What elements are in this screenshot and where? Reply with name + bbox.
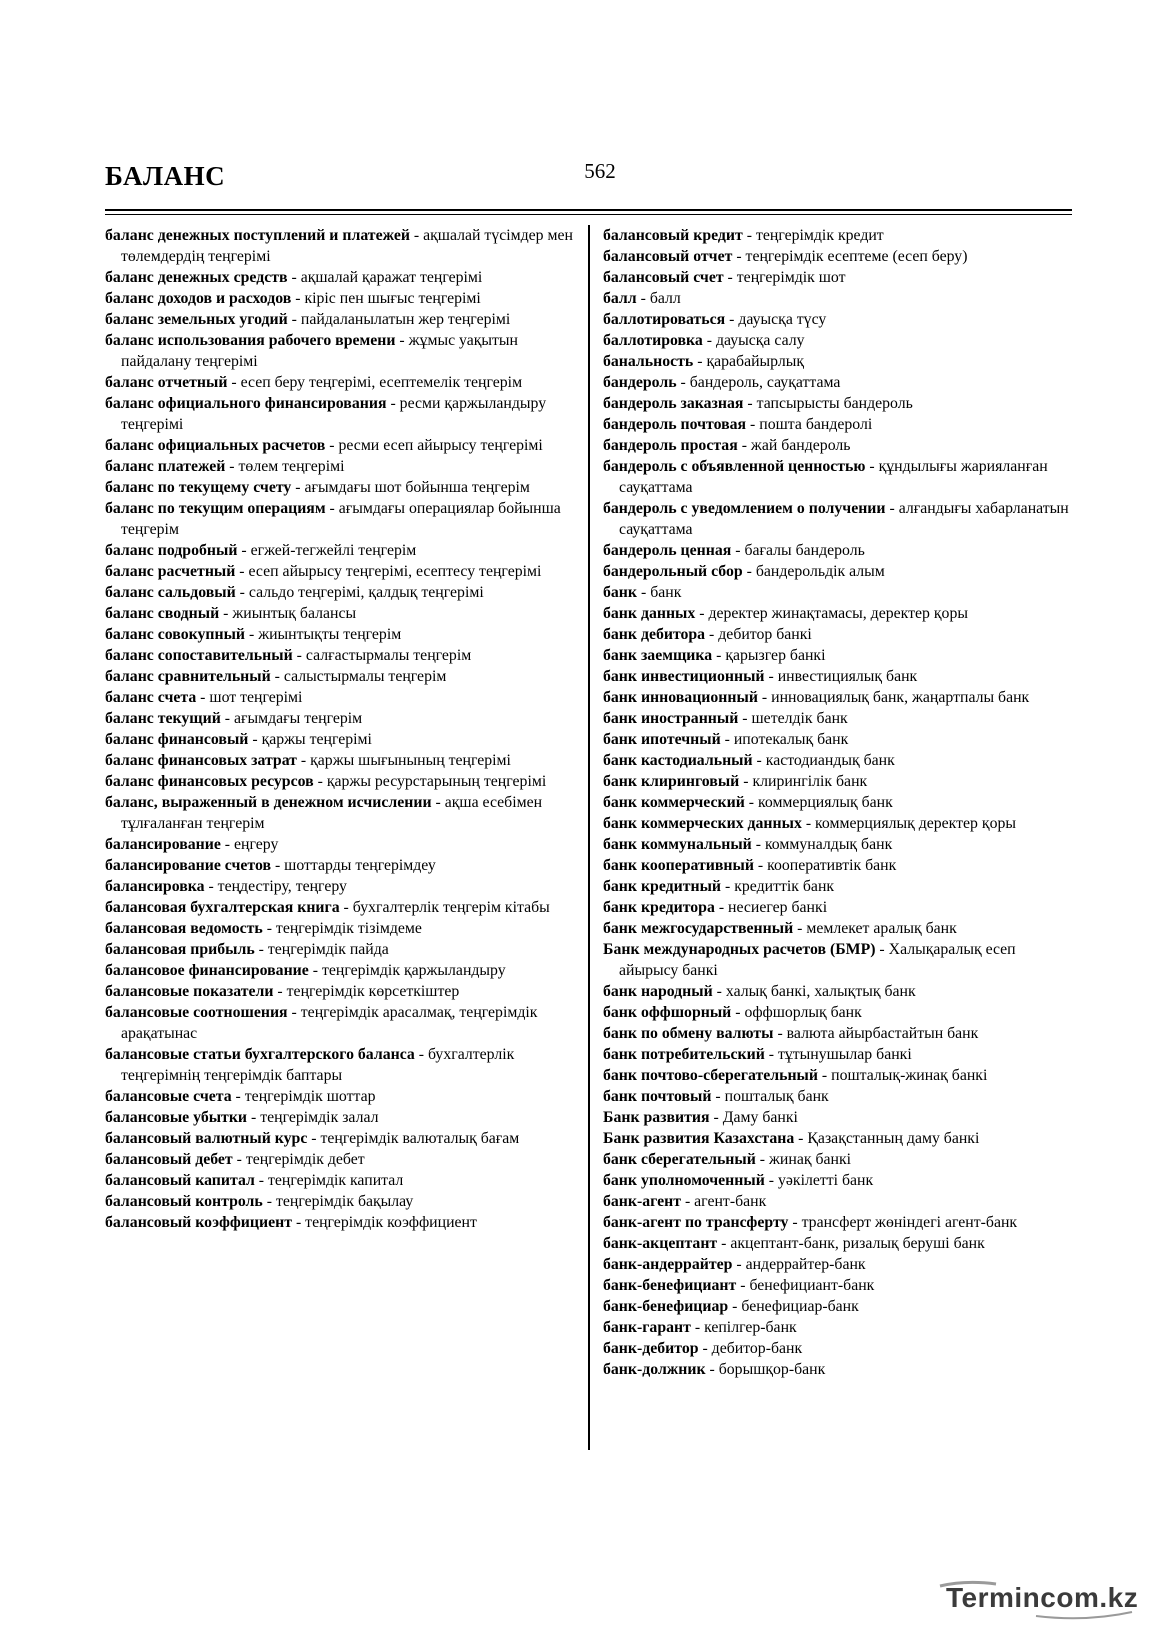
dictionary-entry: баланс использования рабочего времени - жұмыс уақытын пайдалану теңгерімі bbox=[105, 332, 519, 370]
dictionary-entry: банк инвестиционный - инвестициялық банк bbox=[603, 668, 918, 685]
entry-definition: теңгерімдік коэффициент bbox=[305, 1214, 477, 1231]
entry-term: балансовый капитал bbox=[105, 1172, 255, 1189]
entry-term: балансовый валютный курс bbox=[105, 1130, 308, 1147]
entry-definition: мемлекет аралық банк bbox=[806, 920, 957, 937]
entry-definition: ипотекалық банк bbox=[733, 731, 849, 748]
entry-definition: кредиттік банк bbox=[734, 878, 835, 895]
entry-term: баланс финансовых ресурсов bbox=[105, 773, 314, 790]
entry-definition: бенефициант-банк bbox=[749, 1277, 875, 1294]
dictionary-entry: банк по обмену валюты - валюта айырбастайтын банк bbox=[603, 1025, 979, 1042]
entry-definition: дебитор-банк bbox=[711, 1340, 803, 1357]
dictionary-entry: банк данных - деректер жинақтамасы, деректер қоры bbox=[603, 605, 968, 622]
entry-term: банк дебитора bbox=[603, 626, 706, 643]
entry-term: балансировка bbox=[105, 878, 205, 895]
entry-term: баланс по текущему счету bbox=[105, 479, 292, 496]
entry-term: балансовый кредит bbox=[603, 227, 743, 244]
entry-term: баланс текущий bbox=[105, 710, 221, 727]
dictionary-entry: балансировка - теңдестіру, теңгеру bbox=[105, 878, 347, 895]
entry-definition: теңгерімдік пайда bbox=[267, 941, 389, 958]
entry-definition: теңгерімдік бақылау bbox=[275, 1193, 414, 1210]
entry-term: баланс расчетный bbox=[105, 563, 236, 580]
entry-term: банк кредитный bbox=[603, 878, 722, 895]
page-number: 562 bbox=[584, 159, 616, 183]
dictionary-entry: банк-бенефициар - бенефициар-банк bbox=[603, 1298, 859, 1315]
dictionary-entry: баланс сравнительный - салыстырмалы теңгерім bbox=[105, 668, 447, 685]
entry-definition: халық банкі, халықтық банк bbox=[725, 983, 916, 1000]
entry-term: бандероль ценная bbox=[603, 542, 732, 559]
entry-term: баланс официального финансирования bbox=[105, 395, 387, 412]
entry-definition: бандерольдік алым bbox=[755, 563, 885, 580]
entry-term: баланс денежных поступлений и платежей bbox=[105, 227, 410, 244]
entry-term: банк-агент bbox=[603, 1193, 681, 1210]
entry-term: банк коммерческий bbox=[603, 794, 745, 811]
entry-term: балансовое финансирование bbox=[105, 962, 309, 979]
dictionary-entry: банк почтово-сберегательный - пошталық-жинақ банкі bbox=[603, 1067, 988, 1084]
entry-definition: несиегер банкі bbox=[728, 899, 828, 916]
entry-term: балансирование bbox=[105, 836, 221, 853]
dictionary-entry: баланс платежей - төлем теңгерімі bbox=[105, 458, 345, 475]
dictionary-entry: балансовый контроль - теңгерімдік бақылау bbox=[105, 1193, 414, 1210]
entry-definition: андеррайтер-банк bbox=[745, 1256, 866, 1273]
running-head-word: БАЛАНС bbox=[105, 161, 226, 191]
entry-term: банк кастодиальный bbox=[603, 752, 753, 769]
dictionary-entry: баланс расчетный - есеп айырысу теңгерімі, есептесу теңгерімі bbox=[105, 563, 542, 580]
entry-definition: Даму банкі bbox=[722, 1109, 798, 1126]
entry-definition: акцептант-банк, ризалық беруші банк bbox=[730, 1235, 985, 1252]
entry-definition: теңгерімдік есептеме (есеп беру) bbox=[745, 248, 968, 265]
entry-term: банк-бенефициар bbox=[603, 1298, 729, 1315]
dictionary-entry: банк - банк bbox=[603, 584, 682, 601]
entry-term: баланс сальдовый bbox=[105, 584, 236, 601]
dictionary-entry: баланс официального финансирования - ресми қаржыландыру теңгерімі bbox=[105, 395, 547, 433]
entry-term: бандероль с объявленной ценностью bbox=[603, 458, 866, 475]
entry-term: бандероль с уведомлением о получении bbox=[603, 500, 886, 517]
entry-term: баллотировка bbox=[603, 332, 703, 349]
entry-definition: теңгерімдік тізімдеме bbox=[275, 920, 422, 937]
dictionary-entry: банк сберегательный - жинақ банкі bbox=[603, 1151, 852, 1168]
dictionary-entry: балансовая ведомость - теңгерімдік тізімдеме bbox=[105, 920, 422, 937]
dictionary-entry: баланс финансовых ресурсов - қаржы ресурстарының теңгерімі bbox=[105, 773, 547, 790]
watermark-text: Termincom.kz bbox=[946, 1582, 1139, 1613]
dictionary-entry: банк-андеррайтер - андеррайтер-банк bbox=[603, 1256, 866, 1273]
entry-definition: кепілгер-банк bbox=[704, 1319, 797, 1336]
entry-definition: оффшорлық банк bbox=[744, 1004, 862, 1021]
entry-definition: есеп беру теңгерімі, есептемелік теңгерім bbox=[240, 374, 523, 391]
entry-definition: инвестициялық банк bbox=[777, 668, 918, 685]
entry-term: баланс финансовый bbox=[105, 731, 249, 748]
entry-definition: теңгерімдік шот bbox=[736, 269, 846, 286]
left-column bbox=[105, 225, 578, 1233]
entry-definition: инновациялық банк, жаңартпалы банк bbox=[771, 689, 1030, 706]
dictionary-entry: балансовый валютный курс - теңгерімдік валюталық бағам bbox=[105, 1130, 520, 1147]
dictionary-entry: балансовый коэффициент - теңгерімдік коэффициент bbox=[105, 1214, 477, 1231]
entry-term: банк-гарант bbox=[603, 1319, 691, 1336]
header-rule-thin bbox=[105, 214, 1072, 215]
dictionary-entry: банк ипотечный - ипотекалық банк bbox=[603, 731, 849, 748]
entry-definition: еңгеру bbox=[234, 836, 279, 853]
entry-term: банк-агент по трансферту bbox=[603, 1214, 789, 1231]
dictionary-entry: бандероль с объявленной ценностью - құндылығы жарияланған сауқаттама bbox=[603, 458, 1048, 496]
entry-definition: пайдаланылатын жер теңгерімі bbox=[300, 311, 511, 328]
entry-definition: агент-банк bbox=[694, 1193, 767, 1210]
column-divider bbox=[588, 225, 590, 1450]
dictionary-entry: банк-гарант - кепілгер-банк bbox=[603, 1319, 797, 1336]
dictionary-entry: банк заемщика - қарызгер банкі bbox=[603, 647, 826, 664]
entry-definition: теңгерімдік шоттар bbox=[244, 1088, 376, 1105]
entry-term: банк ипотечный bbox=[603, 731, 721, 748]
entry-term: бандерольный сбор bbox=[603, 563, 743, 580]
entry-definition: салыстырмалы теңгерім bbox=[283, 668, 447, 685]
entry-definition: ресми есеп айырысу теңгерімі bbox=[338, 437, 543, 454]
dictionary-entry: баланс земельных угодий - пайдаланылатын жер теңгерімі bbox=[105, 311, 511, 328]
entry-term: банк данных bbox=[603, 605, 696, 622]
dictionary-entry: баллотировка - дауысқа салу bbox=[603, 332, 805, 349]
entry-term: банк заемщика bbox=[603, 647, 713, 664]
entry-term: банальность bbox=[603, 353, 694, 370]
entry-term: балансовые соотношения bbox=[105, 1004, 288, 1021]
entry-definition: қаржы теңгерімі bbox=[261, 731, 372, 748]
entry-term: банк-акцептант bbox=[603, 1235, 718, 1252]
entry-definition: ағымдағы теңгерім bbox=[234, 710, 363, 727]
entry-definition: жиынтық балансы bbox=[232, 605, 357, 622]
dictionary-entry: банк коммунальный - коммуналдық банк bbox=[603, 836, 893, 853]
entry-definition: жиынтықты теңгерім bbox=[258, 626, 402, 643]
entry-term: банк-андеррайтер bbox=[603, 1256, 733, 1273]
dictionary-entry: балансовые убытки - теңгерімдік залал bbox=[105, 1109, 379, 1126]
entry-term: банк потребительский bbox=[603, 1046, 765, 1063]
entry-term: бандероль простая bbox=[603, 437, 738, 454]
entry-definition: банк bbox=[650, 584, 682, 601]
entry-term: баланс финансовых затрат bbox=[105, 752, 297, 769]
entry-term: банк коммерческих данных bbox=[603, 815, 802, 832]
dictionary-entry: баланс отчетный - есеп беру теңгерімі, есептемелік теңгерім bbox=[105, 374, 523, 391]
dictionary-entry: баланс финансовых затрат - қаржы шығынының теңгерімі bbox=[105, 752, 511, 769]
entry-term: балансовая бухгалтерская книга bbox=[105, 899, 340, 916]
entry-definition: алғандығы хабарланатын сауқаттама bbox=[619, 500, 1069, 538]
entry-definition: ағымдағы шот бойынша теңгерім bbox=[304, 479, 530, 496]
entry-term: банк почтовый bbox=[603, 1088, 712, 1105]
dictionary-entry: баланс по текущему счету - ағымдағы шот бойынша теңгерім bbox=[105, 479, 530, 496]
dictionary-entry: балансовый отчет - теңгерімдік есептеме (есеп беру) bbox=[603, 248, 968, 265]
dictionary-entry: банк почтовый - пошталық банк bbox=[603, 1088, 829, 1105]
dictionary-entry: балансовые статьи бухгалтерского баланса - бухгалтерлік теңгерімнің теңгерімдік баптары bbox=[105, 1046, 515, 1084]
entry-term: банк bbox=[603, 584, 638, 601]
dictionary-entry: баланс счета - шот теңгерімі bbox=[105, 689, 303, 706]
entry-term: банк межгосударственный bbox=[603, 920, 794, 937]
entry-definition: дебитор банкі bbox=[718, 626, 812, 643]
dictionary-entry: банк-должник - борышқор-банк bbox=[603, 1361, 826, 1378]
entry-definition: клирингілік банк bbox=[752, 773, 868, 790]
dictionary-entry: банк-дебитор - дебитор-банк bbox=[603, 1340, 803, 1357]
entry-term: баланс сравнительный bbox=[105, 668, 271, 685]
dictionary-entry: баланс сводный - жиынтық балансы bbox=[105, 605, 357, 622]
entry-definition: теңгерімдік арасалмақ, теңгерімдік арақатынас bbox=[121, 1004, 538, 1042]
dictionary-entry: балансовая бухгалтерская книга - бухгалтерлік теңгерім кітабы bbox=[105, 899, 550, 916]
entry-term: балансовые счета bbox=[105, 1088, 232, 1105]
dictionary-entry: балансовый капитал - теңгерімдік капитал bbox=[105, 1172, 404, 1189]
entry-term: баланс сопоставительный bbox=[105, 647, 293, 664]
entry-definition: кооперативтік банк bbox=[767, 857, 897, 874]
dictionary-entry: балансовое финансирование - теңгерімдік қаржыландыру bbox=[105, 962, 506, 979]
header-rule-thick bbox=[105, 209, 1072, 211]
entry-term: банк-должник bbox=[603, 1361, 706, 1378]
entry-definition: ағымдағы операциялар бойынша теңгерім bbox=[121, 500, 561, 538]
dictionary-entry: баланс денежных поступлений и платежей - ақшалай түсімдер мен төлемдердің теңгерімі bbox=[105, 227, 573, 265]
entry-term: банк по обмену валюты bbox=[603, 1025, 774, 1042]
entry-definition: теңгерімдік залал bbox=[260, 1109, 379, 1126]
dictionary-entry: бандерольный сбор - бандерольдік алым bbox=[603, 563, 885, 580]
entry-definition: бухгалтерлік теңгерім кітабы bbox=[352, 899, 550, 916]
entry-definition: пошталық-жинақ банкі bbox=[831, 1067, 988, 1084]
entry-definition: теңгерімдік капитал bbox=[268, 1172, 404, 1189]
page-header bbox=[105, 155, 1070, 195]
entry-term: балансовый контроль bbox=[105, 1193, 263, 1210]
entry-term: баланс подробный bbox=[105, 542, 238, 559]
entry-definition: коммуналдық банк bbox=[764, 836, 893, 853]
entry-term: баланс по текущим операциям bbox=[105, 500, 326, 517]
entry-term: банк кооперативный bbox=[603, 857, 754, 874]
dictionary-entry: банк межгосударственный - мемлекет аралық банк bbox=[603, 920, 957, 937]
entry-definition: қарызгер банкі bbox=[725, 647, 826, 664]
dictionary-entry: банк уполномоченный - уәкілетті банк bbox=[603, 1172, 874, 1189]
entry-term: балансовый отчет bbox=[603, 248, 733, 265]
dictionary-entry: баланс по текущим операциям - ағымдағы операциялар бойынша теңгерім bbox=[105, 500, 561, 538]
entry-term: бандероль почтовая bbox=[603, 416, 747, 433]
dictionary-entry: бандероль почтовая - пошта бандеролі bbox=[603, 416, 873, 433]
entry-definition: қарабайырлық bbox=[706, 353, 805, 370]
dictionary-entry: банк кастодиальный - кастодиандық банк bbox=[603, 752, 895, 769]
dictionary-entry: банк кооперативный - кооперативтік банк bbox=[603, 857, 897, 874]
dictionary-entry: балл - балл bbox=[603, 290, 681, 307]
entry-definition: қаржы ресурстарының теңгерімі bbox=[326, 773, 547, 790]
dictionary-entry: банк-бенефициант - бенефициант-банк bbox=[603, 1277, 875, 1294]
entry-term: банк уполномоченный bbox=[603, 1172, 765, 1189]
entry-definition: ақшалай түсімдер мен төлемдердің теңгерімі bbox=[121, 227, 573, 265]
site-watermark bbox=[936, 1578, 1139, 1622]
dictionary-entry: балансирование счетов - шоттарды теңгерімдеу bbox=[105, 857, 436, 874]
entry-term: балансовая ведомость bbox=[105, 920, 263, 937]
dictionary-entry: баланс, выраженный в денежном исчислении - ақша есебімен тұлғаланған теңгерім bbox=[105, 794, 543, 832]
entry-definition: төлем теңгерімі bbox=[238, 458, 345, 475]
dictionary-entry: Банк развития - Даму банкі bbox=[603, 1109, 798, 1126]
dictionary-entry: бандероль - бандероль, сауқаттама bbox=[603, 374, 841, 391]
entry-definition: шоттарды теңгерімдеу bbox=[284, 857, 436, 874]
dictionary-entry: бандероль заказная - тапсырысты бандероль bbox=[603, 395, 913, 412]
entry-definition: теңгерімдік дебет bbox=[245, 1151, 365, 1168]
entry-term: балансовая прибыль bbox=[105, 941, 255, 958]
dictionary-entry: баланс текущий - ағымдағы теңгерім bbox=[105, 710, 363, 727]
entry-term: банк иностранный bbox=[603, 710, 739, 727]
entry-term: банк оффшорный bbox=[603, 1004, 732, 1021]
entry-term: балансовый дебет bbox=[105, 1151, 233, 1168]
entry-term: баланс официальных расчетов bbox=[105, 437, 326, 454]
entry-term: банк-дебитор bbox=[603, 1340, 699, 1357]
entry-term: банк народный bbox=[603, 983, 713, 1000]
entry-definition: есеп айырысу теңгерімі, есептесу теңгерімі bbox=[248, 563, 542, 580]
entry-term: банк кредитора bbox=[603, 899, 715, 916]
entry-definition: теңдестіру, теңгеру bbox=[217, 878, 347, 895]
entry-term: баланс доходов и расходов bbox=[105, 290, 292, 307]
dictionary-entry: банк оффшорный - оффшорлық банк bbox=[603, 1004, 862, 1021]
dictionary-entry: банк клиринговый - клирингілік банк bbox=[603, 773, 868, 790]
entry-definition: бағалы бандероль bbox=[744, 542, 865, 559]
entry-term: банк инновационный bbox=[603, 689, 758, 706]
entry-definition: жұмыс уақытын пайдалану теңгерімі bbox=[121, 332, 519, 370]
entry-definition: валюта айырбастайтын банк bbox=[786, 1025, 979, 1042]
dictionary-entry: баланс официальных расчетов - ресми есеп айырысу теңгерімі bbox=[105, 437, 543, 454]
dictionary-entry: банк дебитора - дебитор банкі bbox=[603, 626, 812, 643]
entry-term: банк клиринговый bbox=[603, 773, 740, 790]
dictionary-entry: балансовые показатели - теңгерімдік көрсеткіштер bbox=[105, 983, 460, 1000]
entry-definition: Қазақстанның даму банкі bbox=[807, 1130, 980, 1147]
entry-definition: құндылығы жарияланған сауқаттама bbox=[619, 458, 1048, 496]
entry-definition: шот теңгерімі bbox=[209, 689, 303, 706]
entry-definition: борышқор-банк bbox=[718, 1361, 826, 1378]
entry-definition: дауысқа түсу bbox=[738, 311, 827, 328]
entry-term: баланс, выраженный в денежном исчислении bbox=[105, 794, 432, 811]
dictionary-entry: балансовая прибыль - теңгерімдік пайда bbox=[105, 941, 389, 958]
entry-term: баланс земельных угодий bbox=[105, 311, 288, 328]
dictionary-entry: баланс доходов и расходов - кіріс пен шығыс теңгерімі bbox=[105, 290, 481, 307]
dictionary-entry: банк кредитный - кредиттік банк bbox=[603, 878, 835, 895]
dictionary-entry: балансовые соотношения - теңгерімдік арасалмақ, теңгерімдік арақатынас bbox=[105, 1004, 538, 1042]
entry-definition: егжей-тегжейлі теңгерім bbox=[250, 542, 417, 559]
entry-definition: тапсырысты бандероль bbox=[756, 395, 913, 412]
dictionary-entry: баланс сопоставительный - салғастырмалы теңгерім bbox=[105, 647, 472, 664]
dictionary-entry: банк коммерческий - коммерциялық банк bbox=[603, 794, 893, 811]
entry-definition: тұтынушылар банкі bbox=[777, 1046, 912, 1063]
entry-definition: жинақ банкі bbox=[769, 1151, 852, 1168]
dictionary-entry: Банк развития Казахстана - Қазақстанның даму банкі bbox=[603, 1130, 980, 1147]
dictionary-entry: банк народный - халық банкі, халықтық банк bbox=[603, 983, 916, 1000]
entry-definition: теңгерімдік қаржыландыру bbox=[321, 962, 506, 979]
entry-definition: теңгерімдік кредит bbox=[755, 227, 884, 244]
dictionary-entry: бандероль ценная - бағалы бандероль bbox=[603, 542, 865, 559]
entry-definition: Халықаралық есеп айырысу банкі bbox=[619, 941, 1016, 979]
dictionary-entry: баланс подробный - егжей-тегжейлі теңгерім bbox=[105, 542, 417, 559]
dictionary-entry: балансирование - еңгеру bbox=[105, 836, 279, 853]
entry-term: банк сберегательный bbox=[603, 1151, 756, 1168]
dictionary-entry: банк-агент по трансферту - трансферт жөніндегі агент-банк bbox=[603, 1214, 1018, 1231]
dictionary-entry: бандероль с уведомлением о получении - алғандығы хабарланатын сауқаттама bbox=[603, 500, 1069, 538]
entry-definition: салғастырмалы теңгерім bbox=[305, 647, 472, 664]
entry-definition: балл bbox=[649, 290, 681, 307]
entry-definition: пошталық банк bbox=[724, 1088, 829, 1105]
entry-definition: деректер жинақтамасы, деректер қоры bbox=[708, 605, 968, 622]
right-column bbox=[603, 225, 1078, 1380]
dictionary-entry: Банк международных расчетов (БМР) - Халықаралық есеп айырысу банкі bbox=[603, 941, 1016, 979]
dictionary-entry: баланс финансовый - қаржы теңгерімі bbox=[105, 731, 372, 748]
entry-term: Банк развития bbox=[603, 1109, 710, 1126]
entry-definition: коммерциялық банк bbox=[757, 794, 893, 811]
entry-definition: шетелдік банк bbox=[751, 710, 848, 727]
dictionary-entry: балансовые счета - теңгерімдік шоттар bbox=[105, 1088, 376, 1105]
entry-definition: теңгерімдік валюталық бағам bbox=[320, 1130, 520, 1147]
entry-definition: бенефициар-банк bbox=[741, 1298, 859, 1315]
dictionary-entry: банальность - қарабайырлық bbox=[603, 353, 805, 370]
entry-term: баланс сводный bbox=[105, 605, 220, 622]
entry-term: бандероль заказная bbox=[603, 395, 744, 412]
entry-definition: пошта бандеролі bbox=[759, 416, 873, 433]
entry-term: баланс совокупный bbox=[105, 626, 246, 643]
entry-term: баланс денежных средств bbox=[105, 269, 288, 286]
entry-term: баланс платежей bbox=[105, 458, 226, 475]
dictionary-entry: банк-акцептант - акцептант-банк, ризалық беруші банк bbox=[603, 1235, 985, 1252]
entry-term: банк инвестиционный bbox=[603, 668, 765, 685]
entry-term: балансовые убытки bbox=[105, 1109, 248, 1126]
entry-definition: уәкілетті банк bbox=[777, 1172, 874, 1189]
entry-term: баллотироваться bbox=[603, 311, 726, 328]
dictionary-entry: баллотироваться - дауысқа түсу bbox=[603, 311, 827, 328]
entry-definition: ақша есебімен тұлғаланған теңгерім bbox=[121, 794, 543, 832]
dictionary-entry: банк коммерческих данных - коммерциялық деректер қоры bbox=[603, 815, 1016, 832]
entry-definition: ресми қаржыландыру теңгерімі bbox=[121, 395, 547, 433]
entry-term: бандероль bbox=[603, 374, 677, 391]
dictionary-entry: баланс денежных средств - ақшалай қаражат теңгерімі bbox=[105, 269, 483, 286]
entry-definition: ақшалай қаражат теңгерімі bbox=[300, 269, 483, 286]
entry-term: Банк международных расчетов (БМР) bbox=[603, 941, 876, 958]
dictionary-entry: балансовый счет - теңгерімдік шот bbox=[603, 269, 846, 286]
entry-term: банк коммунальный bbox=[603, 836, 752, 853]
dictionary-entry: банк потребительский - тұтынушылар банкі bbox=[603, 1046, 912, 1063]
entry-definition: дауысқа салу bbox=[715, 332, 805, 349]
entry-term: банк почтово-сберегательный bbox=[603, 1067, 818, 1084]
entry-term: баланс счета bbox=[105, 689, 197, 706]
entry-definition: жай бандероль bbox=[750, 437, 851, 454]
dictionary-entry: банк иностранный - шетелдік банк bbox=[603, 710, 848, 727]
entry-definition: трансферт жөніндегі агент-банк bbox=[801, 1214, 1018, 1231]
entry-term: баланс отчетный bbox=[105, 374, 228, 391]
entry-definition: бухгалтерлік теңгерімнің теңгерімдік баптары bbox=[121, 1046, 515, 1084]
entry-term: балансовые показатели bbox=[105, 983, 274, 1000]
dictionary-entry: банк инновационный - инновациялық банк, жаңартпалы банк bbox=[603, 689, 1030, 706]
entry-definition: қаржы шығынының теңгерімі bbox=[310, 752, 511, 769]
entry-definition: сальдо теңгерімі, қалдық теңгерімі bbox=[248, 584, 484, 601]
dictionary-entry: бандероль простая - жай бандероль bbox=[603, 437, 851, 454]
entry-term: банк-бенефициант bbox=[603, 1277, 737, 1294]
dictionary-entry: балансовый дебет - теңгерімдік дебет bbox=[105, 1151, 365, 1168]
dictionary-entry: банк кредитора - несиегер банкі bbox=[603, 899, 828, 916]
dictionary-entry: банк-агент - агент-банк bbox=[603, 1193, 767, 1210]
dictionary-entry: баланс сальдовый - сальдо теңгерімі, қалдық теңгерімі bbox=[105, 584, 484, 601]
entry-definition: теңгерімдік көрсеткіштер bbox=[286, 983, 460, 1000]
entry-definition: кіріс пен шығыс теңгерімі bbox=[304, 290, 481, 307]
entry-term: балансовый коэффициент bbox=[105, 1214, 292, 1231]
entry-term: Банк развития Казахстана bbox=[603, 1130, 795, 1147]
entry-definition: бандероль, сауқаттама bbox=[689, 374, 841, 391]
entry-term: балансовые статьи бухгалтерского баланса bbox=[105, 1046, 415, 1063]
dictionary-entry: баланс совокупный - жиынтықты теңгерім bbox=[105, 626, 402, 643]
entry-term: баланс использования рабочего времени bbox=[105, 332, 396, 349]
dictionary-entry: балансовый кредит - теңгерімдік кредит bbox=[603, 227, 884, 244]
entry-definition: коммерциялық деректер қоры bbox=[815, 815, 1016, 832]
entry-term: балансирование счетов bbox=[105, 857, 271, 874]
entry-term: балансовый счет bbox=[603, 269, 724, 286]
entry-definition: кастодиандық банк bbox=[765, 752, 895, 769]
entry-term: балл bbox=[603, 290, 637, 307]
